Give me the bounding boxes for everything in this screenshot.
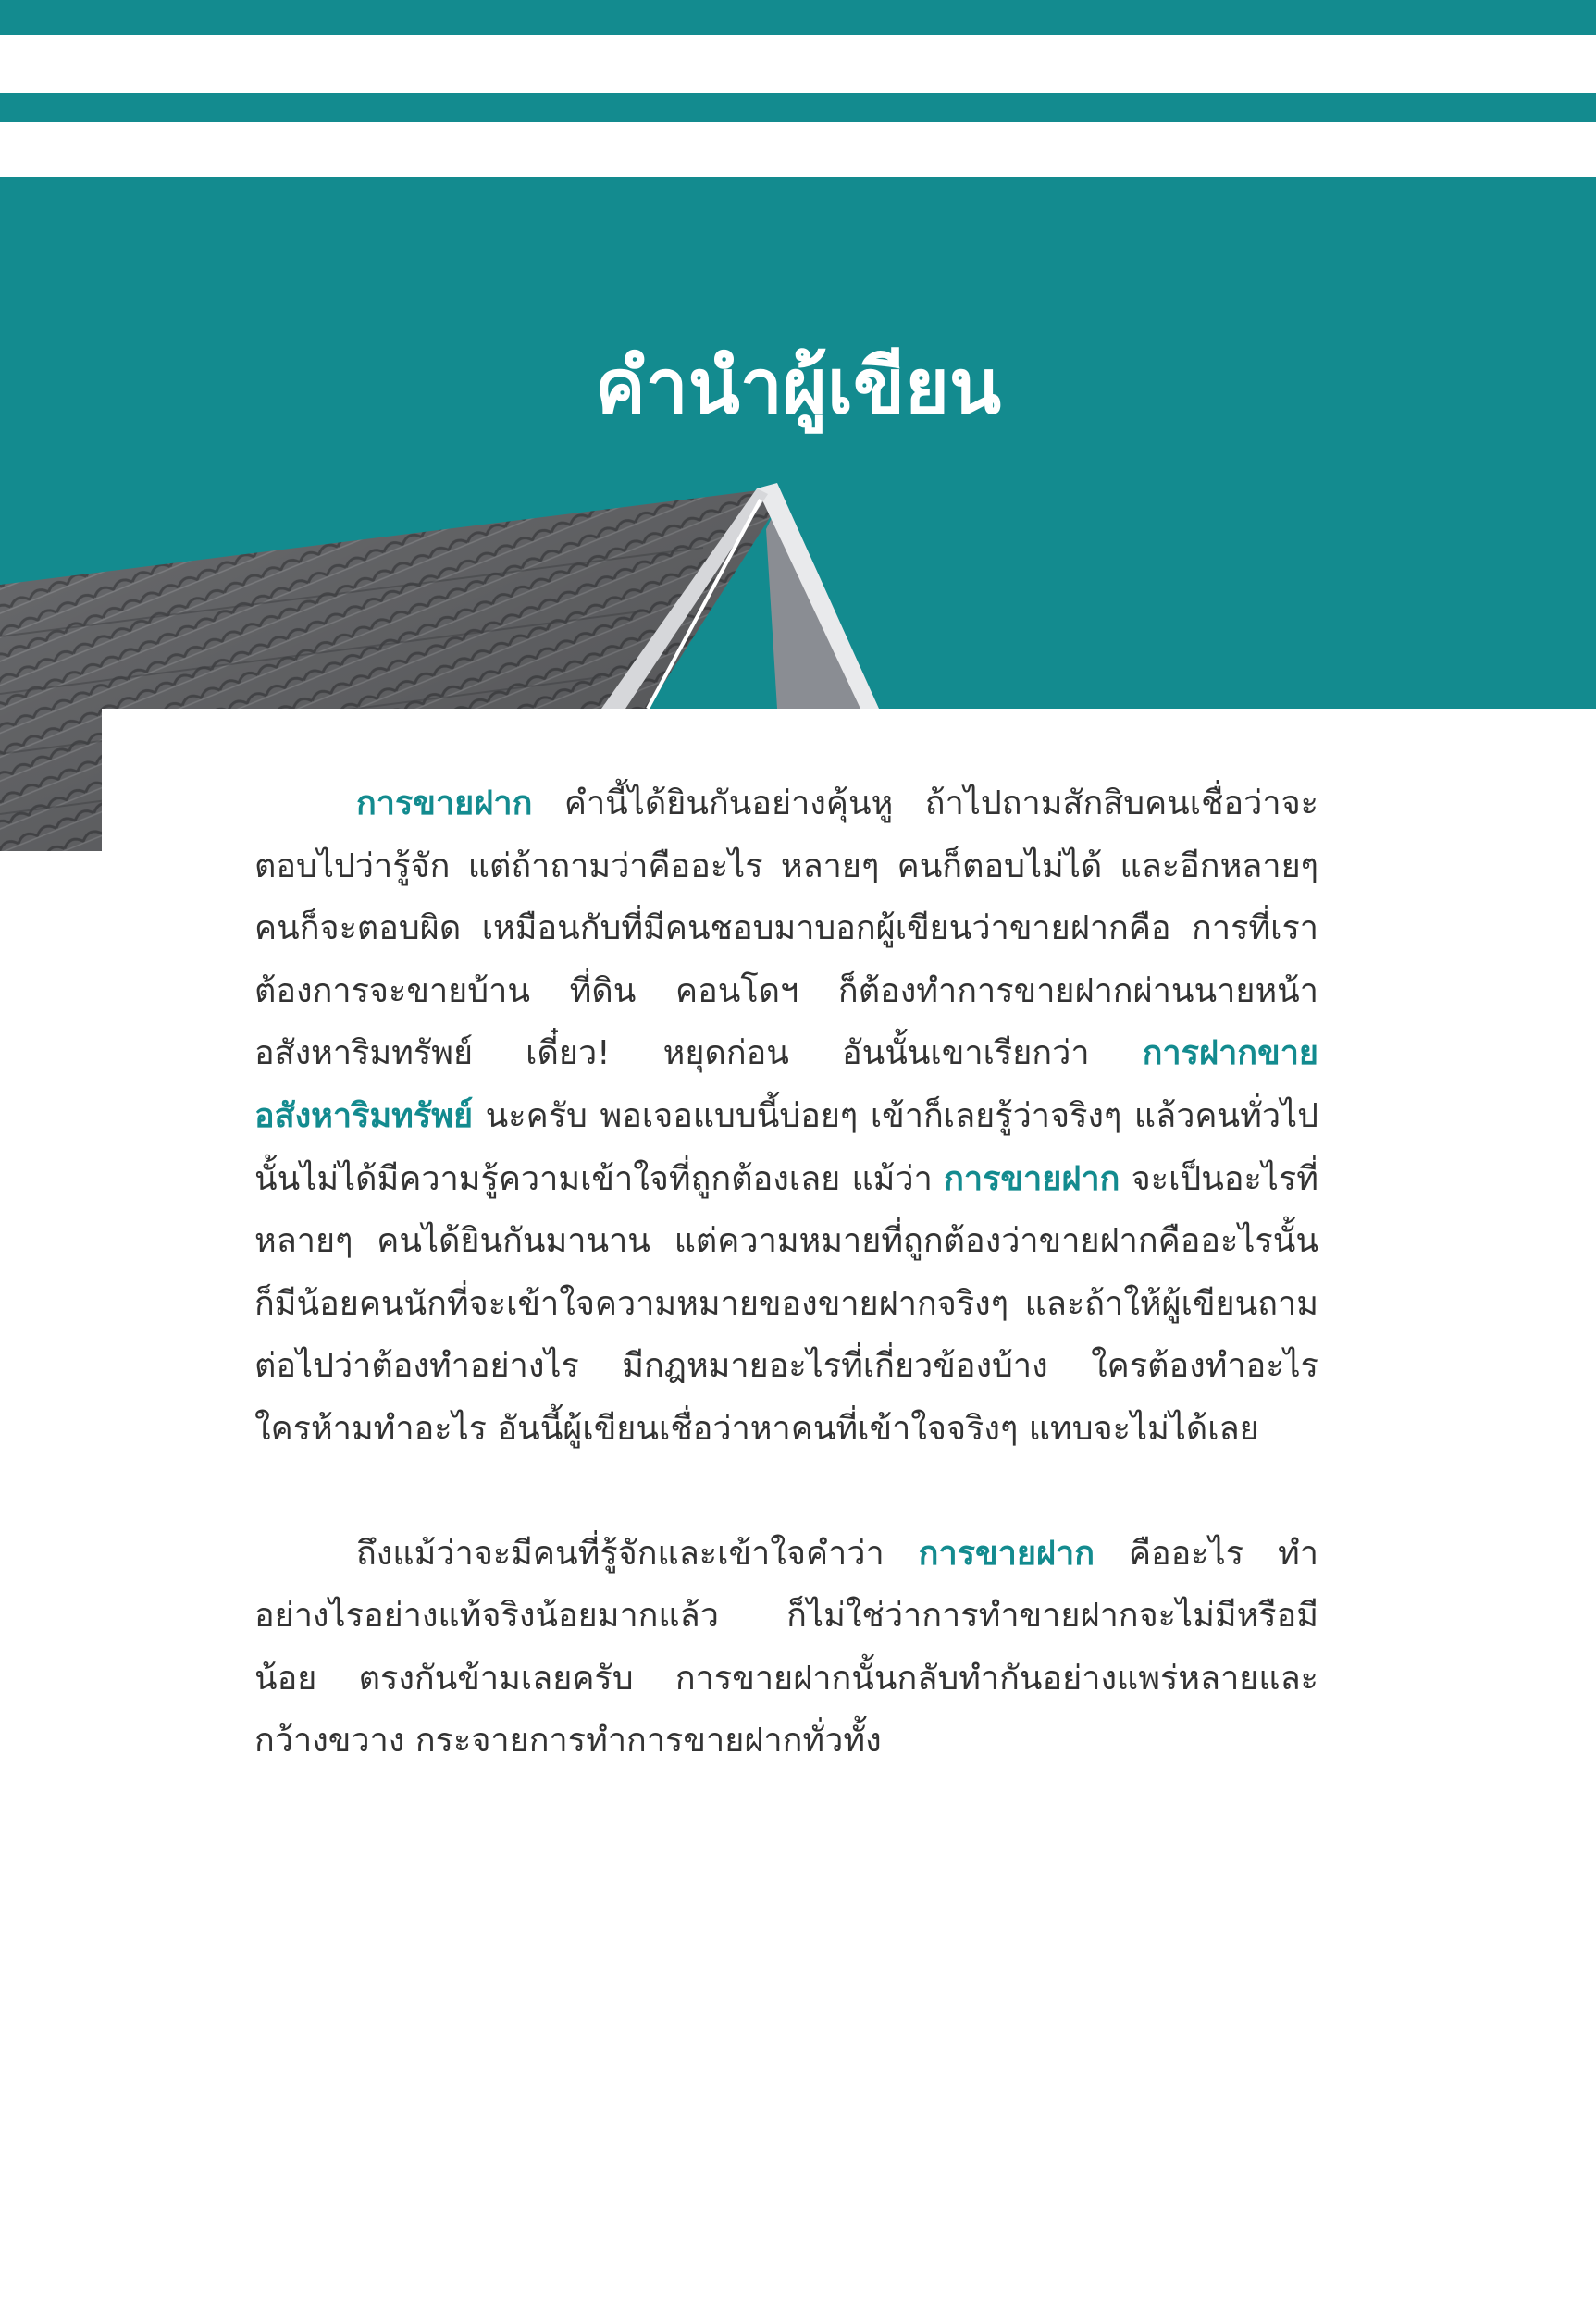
highlight-term: การขายฝาก (356, 784, 533, 822)
page-title: คำนำผู้เขียน (594, 342, 1002, 431)
highlight-term: การขายฝาก (944, 1159, 1120, 1198)
paragraph-text: จะเป็นอะไรที่หลายๆ คนได้ยินกันมานาน แต่ความหมายที่ถูกต้องว่าขายฝากคืออะไรนั้น ก็มีน้อยคนนักที่จะเข้าใจความหมายของขายฝากจริงๆ และถ้าให้ผู้เขียนถามต่อไปว่าต้องทำอย่างไร มีกฎหมายอะไรที่เกี่ยวข้องบ้าง ใครต้องทำอะไร ใครห้ามทำอะไร อันนี้ผู้เขียนเชื่อว่าหาคนที่เข้าใจจริงๆ แทบจะไม่ได้เลย (254, 1159, 1318, 1448)
paragraph-text: คำนี้ได้ยินกันอย่างคุ้นหู ถ้าไปถามสักสิบคนเชื่อว่าจะตอบไปว่ารู้จัก แต่ถ้าถามว่าคืออะไร หลายๆ คนก็ตอบไม่ได้ และอีกหลายๆ คนก็จะตอบผิด เหมือนกับที่มีคนชอบมาบอกผู้เขียนว่าขายฝากคือ การที่เราต้องการจะขายบ้าน ที่ดิน คอนโดฯ ก็ต้องทำการขายฝากผ่านนายหน้าอสังหาริมทรัพย์ เดี๋ยว! หยุดก่อน อันนั้นเขาเรียกว่า (254, 784, 1318, 1073)
paragraph-text: คืออะไร ทำอย่างไรอย่างแท้จริงน้อยมากแล้ว ก็ไม่ใช่ว่าการทำขายฝากจะไม่มีหรือมีน้อย ตรงกันข้ามเลยครับ การขายฝากนั้นกลับทำกันอย่างแพร่หลายและกว้างขวาง กระจายการทำการขายฝากทั่วทั้ง (254, 1534, 1318, 1760)
paragraph-2 (254, 1523, 1318, 1773)
top-stripe (0, 0, 1596, 35)
paragraph-text: ถึงแม้ว่าจะมีคนที่รู้จักและเข้าใจคำว่า (356, 1534, 919, 1573)
second-stripe (0, 93, 1596, 122)
paragraph-1 (254, 772, 1318, 1461)
paragraph-text: นะครับ พอเจอแบบนี้บ่อยๆ เข้าก็เลยรู้ว่าจริงๆ แล้วคนทั่วไปนั้นไม่ได้มีความรู้ความเข้าใจที่ถูกต้องเลย แม้ว่า (254, 1096, 1318, 1198)
body-text (254, 772, 1318, 1773)
highlight-term: การฝากขายอสังหาริมทรัพย์ (254, 1034, 1318, 1135)
highlight-term: การขายฝาก (918, 1534, 1095, 1573)
